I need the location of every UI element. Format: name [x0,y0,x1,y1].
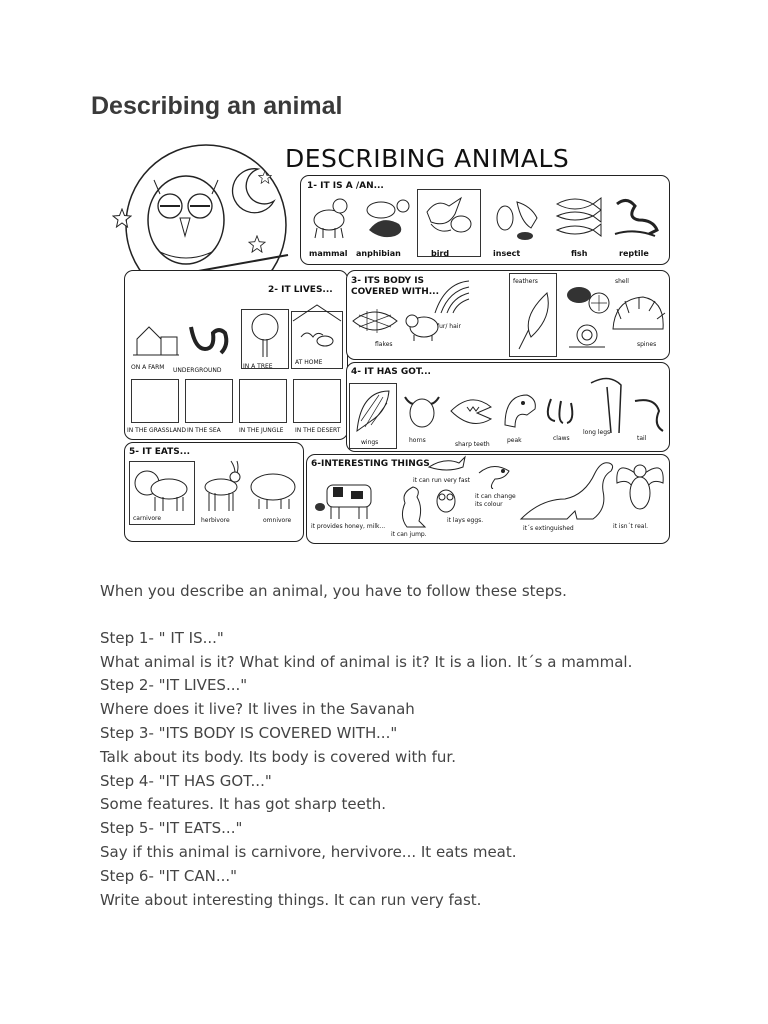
kangaroo-icon [393,483,429,529]
step-4-text: Some features. It has got sharp teeth. [100,795,386,814]
box-title: 1- IT IS A /AN... [307,181,384,191]
label-shell: shell [615,278,629,285]
label-mammal: mammal [309,249,348,258]
label-in-the-sea: IN THE SEA [187,427,221,434]
farm-icon [131,319,181,359]
box-title-line2: COVERED WITH... [351,287,440,297]
jungle-cell [239,379,287,423]
wing-icon [353,387,393,437]
grassland-cell [131,379,179,423]
label-can-jump: it can jump. [391,531,427,538]
hare-icon [427,455,467,473]
frog-icon [359,194,414,240]
fish-scale-icon [351,303,399,339]
label-spines: spines [637,341,657,348]
label-tail: tail [637,435,647,442]
step-2-text: Where does it live? It lives in the Savanah [100,700,415,719]
hedgehog-icon [609,289,667,339]
star-icon [258,170,272,184]
label-in-the-jungle: IN THE JUNGLE [239,427,284,434]
step-3-heading: Step 3- "ITS BODY IS COVERED WITH..." [100,723,398,742]
star-icon [248,235,266,253]
step-5-text: Say if this animal is carnivore, hervivore... It eats meat. [100,842,517,861]
fish-icon [553,194,603,240]
bee-icon [313,499,327,513]
label-fur-hair: fur/ hair [437,323,461,330]
label-wings: wings [361,439,379,446]
label-extinguished: it´s extinguished [523,525,574,532]
label-anphibian: anphibian [356,249,401,258]
owl-small-icon [435,487,457,513]
chameleon-icon [475,459,515,489]
label-bird: bird [431,249,450,258]
label-underground: UNDERGROUND [173,367,222,374]
label-insect: insect [493,249,521,258]
label-provides-honey: it provides honey, milk... [311,523,386,530]
label-herbivore: herbivore [201,517,230,524]
step-5-heading: Step 5- "IT EATS..." [100,819,243,838]
label-lays-eggs: it lays eggs. [447,517,484,524]
parrot-icon [421,194,477,238]
label-feathers: feathers [513,278,538,285]
claw-icon [543,395,581,433]
box-it-lives [124,270,348,440]
box-has-got [346,362,670,452]
label-change-colour-1: it can change [475,493,516,500]
box-it-is [300,175,670,265]
label-long-legs: long legs [583,429,611,436]
dragon-icon [613,459,667,521]
snake-icon [611,194,663,240]
step-2-heading: Step 2- "IT LIVES..." [100,676,248,695]
sea-cell [185,379,233,423]
label-reptile: reptile [619,249,649,258]
step-6-heading: Step 6- "IT CAN..." [100,866,238,885]
worksheet-heading: DESCRIBING ANIMALS [285,144,570,173]
label-isnt-real: it isn´t real. [613,523,649,530]
snail-icon [567,321,607,351]
label-sharp-teeth: sharp teeth [455,441,490,448]
fur-texture-icon [431,277,473,317]
dinosaur-icon [517,459,627,525]
step-1-heading: Step 1- " IT IS..." [100,628,224,647]
label-horns: horns [409,437,426,444]
cow-icon [319,477,381,521]
box-title: 2- IT LIVES... [268,285,333,295]
box-title: 6-INTERESTING THINGS [311,459,430,469]
box-title: 5- IT EATS... [129,447,191,457]
instructions-text [100,580,720,912]
tail-icon [631,393,667,433]
shell-icon [565,283,613,323]
label-in-the-desert: IN THE DESERT [295,427,341,434]
label-on-a-farm: ON A FARM [131,364,165,371]
box-interesting-things [306,454,670,544]
label-at-home: AT HOME [295,359,323,366]
label-fish: fish [571,249,588,258]
house-icon [291,301,343,351]
pig-icon [247,467,301,511]
label-claws: claws [553,435,570,442]
crocodile-icon [447,389,495,433]
step-1-text: What animal is it? What kind of animal is it? It is a lion. It´s a mammal. [100,652,633,671]
label-run-very-fast: it can run very fast [413,477,471,484]
intro-paragraph: When you describe an animal, you have to follow these steps. [100,582,567,600]
box-title: 4- IT HAS GOT... [351,367,431,377]
worksheet-image [108,140,678,550]
feather-icon [513,287,553,353]
horse-leg-icon [587,373,631,437]
worm-icon [185,319,235,361]
cat-icon [309,194,349,240]
label-omnivore: omnivore [263,517,292,524]
page-title: Describing an animal [91,92,343,120]
step-4-heading: Step 4- "IT HAS GOT..." [100,771,272,790]
step-6-text: Write about interesting things. It can run very fast. [100,890,482,909]
label-in-the-grassland: IN THE GRASSLAND [127,427,187,434]
antelope-icon [199,457,247,513]
label-flakes: flakes [375,341,393,348]
lion-icon [133,467,191,513]
beetle-icon [487,192,547,242]
tree-icon [245,311,285,359]
bull-head-icon [401,389,443,433]
box-body-covered [346,270,670,360]
star-icon [112,208,132,228]
step-3-text: Talk about its body. Its body is covered with fur. [100,747,456,766]
eagle-head-icon [501,389,539,431]
label-change-colour-2: its colour [475,501,503,508]
desert-cell [293,379,341,423]
label-in-a-tree: IN A TREE [243,363,273,370]
box-it-eats [124,442,304,542]
box-title-line1: 3- ITS BODY IS [351,276,425,286]
label-carnivore: carnivore [133,515,162,522]
label-peak: peak [507,437,522,444]
